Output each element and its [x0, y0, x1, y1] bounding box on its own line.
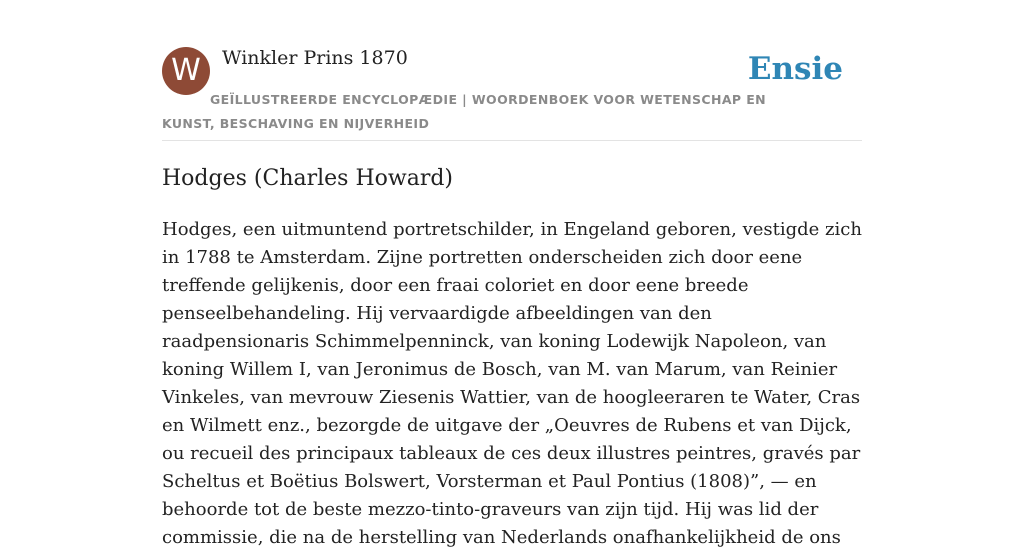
brand-logo[interactable]: Ensie	[747, 51, 843, 87]
entry-body: Hodges, een uitmuntend portretschilder, in Engeland geboren, vestigde zich in 1788 te Amsterdam. Zijne portretten onderscheiden zich door eene treffende gelijkenis, door een fraai coloriet en door eene breede penseelbehandeling. Hij vervaardigde afbeeldingen van den raadpensionaris Schimmelpenninck, van koning Lodewijk Napoleon, van koning Willem I, van Jeronimus de Bosch, van M. van Marum, van Reinier Vinkeles, van mevrouw Ziesenis Wattier, van de hoogleeraren te Water, Cras en Wilmett enz., bezorgde de uitgave der „Oeuvres de Rubens et van Dijck, ou recueil des principaux tableaux de ces deux illustres peintres, gravés par Scheltus et Boëtius Bolswert, Vorsterman et Paul Pontius (1808)”, — en behoorde tot de beste mezzo-tinto-graveurs van zijn tijd. Hij was lid der commissie, die na de herstelling van Nederlands onafhankelijkheid de ons	[162, 219, 862, 548]
site-subtitle: GEÏLLUSTREERDE ENCYCLOPÆDIE | WOORDENBOEK VOOR WETENSCHAP EN KUNST, BESCHAVING EN NIJVERHEID	[162, 92, 767, 131]
site-header	[162, 46, 862, 141]
site-title[interactable]: Winkler Prins 1870	[222, 47, 408, 69]
entry-title: Hodges (Charles Howard)	[162, 166, 454, 191]
avatar[interactable]: W	[162, 47, 210, 95]
page	[162, 0, 862, 548]
